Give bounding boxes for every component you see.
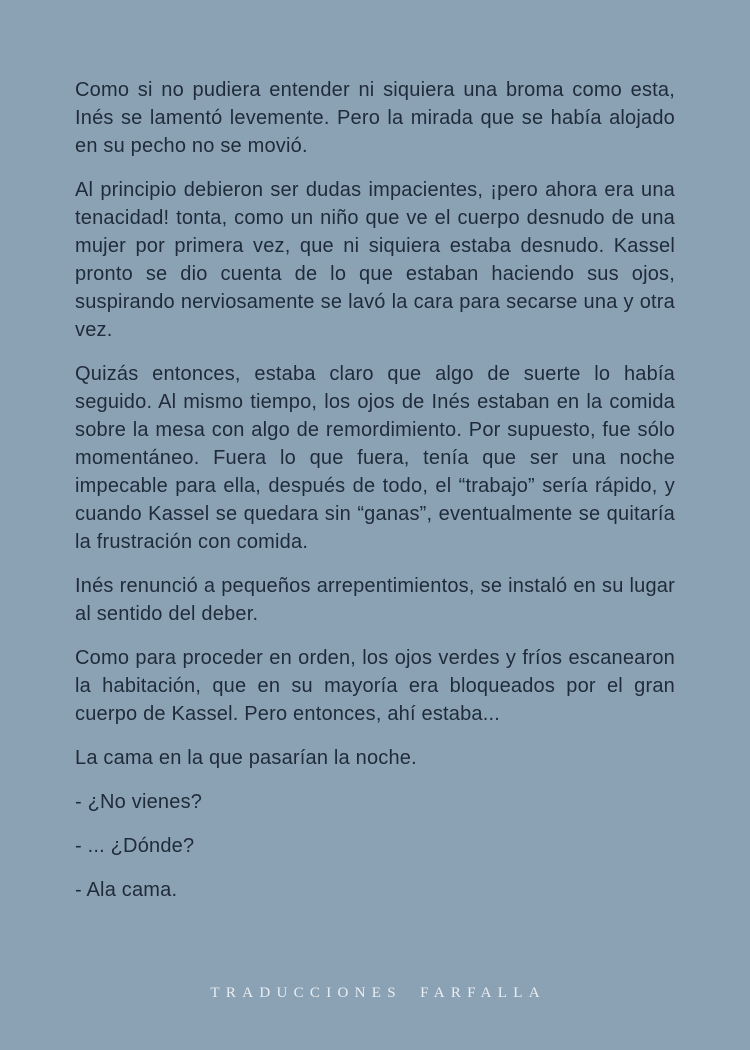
paragraph: La cama en la que pasarían la noche. [75,747,417,769]
paragraph: Como para proceder en orden, los ojos verdes y fríos escanearon la habitación, que en su mayoría era bloqueados por el gran cuerpo de Kassel. Pero entonces, ahí estaba... [75,647,675,725]
dialogue-line: - ... ¿Dónde? [75,835,195,857]
paragraph: Quizás entonces, estaba claro que algo de suerte lo había seguido. Al mismo tiempo, los ojos de Inés estaban en la comida sobre la mesa con algo de remordimiento. Por supuesto, fue sólo momentáneo. Fuera lo que fuera, tenía que ser una noche impecable para ella, después de todo, el “trabajo” sería rápido, y cuando Kassel se quedara sin “ganas”, eventualmente se quitaría la frustración con comida. [75,363,675,553]
paragraph: Como si no pudiera entender ni siquiera una broma como esta, Inés se lamentó levemente. Pero la mirada que se había alojado en su pecho no se movió. [75,79,675,157]
dialogue-line: - ¿No vienes? [75,791,203,813]
paragraph: Al principio debieron ser dudas impacientes, ¡pero ahora era una tenacidad! tonta, como un niño que ve el cuerpo desnudo de una mujer por primera vez, que ni siquiera estaba desnudo. Kassel pronto se dio cuenta de lo que estaban haciendo sus ojos, suspirando nerviosamente se lavó la cara para secarse una y otra vez. [75,179,675,341]
paragraph: Inés renunció a pequeños arrepentimientos, se instaló en su lugar al sentido del deber. [75,575,675,625]
story-text [75,76,675,920]
dialogue-line: - Ala cama. [75,879,178,901]
translator-credit: TRADUCCIONES FARFALLA [210,985,546,1001]
